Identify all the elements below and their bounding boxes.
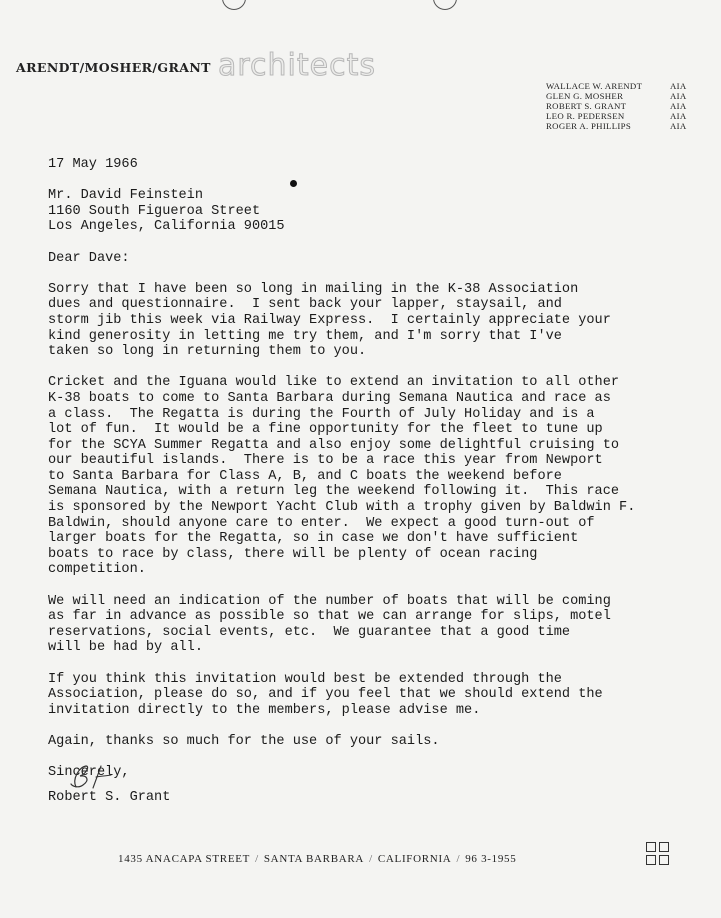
partner-row bbox=[546, 101, 696, 111]
partner-name: ROBERT S. GRANT bbox=[546, 101, 627, 111]
punch-hole-icon bbox=[222, 0, 246, 10]
partner-name: LEO R. PEDERSEN bbox=[546, 111, 625, 121]
footer-separator: / bbox=[255, 853, 259, 865]
partners-list bbox=[546, 81, 696, 131]
paragraph-line: Association, please do so, and if you feel that we should extend the bbox=[48, 687, 603, 703]
paragraph-line: If you think this invitation would best be extended through the bbox=[48, 671, 562, 687]
footer-street: 1435 ANACAPA STREET bbox=[118, 853, 251, 865]
closing: Sincerely, bbox=[48, 765, 130, 781]
partner-name: ROGER A. PHILLIPS bbox=[546, 121, 632, 131]
salutation: Dear Dave: bbox=[48, 250, 130, 266]
paragraph bbox=[48, 594, 713, 656]
letter-body bbox=[48, 157, 713, 781]
partner-row bbox=[546, 91, 696, 101]
logo-square bbox=[659, 855, 669, 865]
footer-address bbox=[118, 853, 516, 865]
paragraph-line: will be had by all. bbox=[48, 640, 203, 656]
logo-square bbox=[659, 842, 669, 852]
paragraph-line: Semana Nautica, with a return leg the weekend following it. This race bbox=[48, 484, 620, 500]
paragraph-line: a class. The Regatta is during the Fourth of July Holiday and is a bbox=[48, 406, 595, 422]
address-line: 1160 South Figueroa Street bbox=[48, 203, 261, 219]
paragraph-line: larger boats for the Regatta, so in case we don't have sufficient bbox=[48, 531, 579, 547]
partner-row bbox=[546, 81, 696, 91]
partner-name: GLEN G. MOSHER bbox=[546, 91, 624, 101]
paragraph-line: K-38 boats to come to Santa Barbara during Semana Nautica and race as bbox=[48, 390, 611, 406]
paragraph-line: taken so long in returning them to you. bbox=[48, 344, 367, 360]
partner-title: AIA bbox=[670, 91, 687, 101]
partner-row bbox=[546, 111, 696, 121]
partner-title: AIA bbox=[670, 121, 687, 131]
footer-phone: 96 3-1955 bbox=[465, 853, 517, 865]
partner-name: WALLACE W. ARENDT bbox=[546, 81, 643, 91]
paragraph-line: invitation directly to the members, please advise me. bbox=[48, 702, 481, 718]
punch-holes bbox=[0, 0, 721, 10]
paragraph-line: to Santa Barbara for Class A, B, and C boats the weekend before bbox=[48, 468, 562, 484]
paragraph-line: Sorry that I have been so long in mailing in the K-38 Association bbox=[48, 281, 579, 297]
logo-square bbox=[646, 842, 656, 852]
firm-logotype: architects bbox=[217, 48, 376, 83]
partner-row bbox=[546, 121, 696, 131]
paragraph-line: We will need an indication of the number of boats that will be coming bbox=[48, 593, 611, 609]
paragraph bbox=[48, 672, 713, 719]
partner-title: AIA bbox=[670, 101, 687, 111]
paragraph-line: for the SCYA Summer Regatta and also enjoy some delightful cruising to bbox=[48, 437, 620, 453]
address-line: Los Angeles, California 90015 bbox=[48, 219, 285, 235]
paragraph-line: boats to race by class, there will be plenty of ocean racing bbox=[48, 546, 538, 562]
paragraph-line: lot of fun. It would be a fine opportunity for the fleet to tune up bbox=[48, 422, 603, 438]
firm-name: ARENDT/MOSHER/GRANT bbox=[16, 60, 211, 75]
paragraph bbox=[48, 375, 713, 578]
paragraph-line: Cricket and the Iguana would like to extend an invitation to all other bbox=[48, 375, 620, 391]
punch-hole-icon bbox=[433, 0, 457, 10]
footer-city: SANTA BARBARA bbox=[263, 853, 365, 865]
partner-title: AIA bbox=[670, 81, 687, 91]
footer-separator: / bbox=[456, 853, 461, 865]
paragraph-line: storm jib this week via Railway Express. I certainly appreciate your bbox=[48, 312, 611, 328]
paragraph-line: as far in advance as possible so that we can arrange for slips, motel bbox=[48, 609, 611, 625]
address-line: Mr. David Feinstein bbox=[48, 188, 203, 204]
paragraph-line: dues and questionnaire. I sent back your lapper, staysail, and bbox=[48, 297, 562, 313]
paragraph-line: Again, thanks so much for the use of your sails. bbox=[48, 733, 440, 749]
logo-square bbox=[646, 855, 656, 865]
handwritten-signature bbox=[62, 760, 132, 792]
footer-separator: / bbox=[369, 853, 373, 865]
signer-name: Robert S. Grant bbox=[48, 790, 171, 805]
paragraph-line: our beautiful islands. There is to be a race this year from Newport bbox=[48, 453, 603, 469]
firm-logo-icon bbox=[646, 842, 670, 866]
letter-date: 17 May 1966 bbox=[48, 157, 138, 172]
partner-title: AIA bbox=[670, 111, 687, 121]
paragraph-line: competition. bbox=[48, 562, 146, 578]
footer-state: CALIFORNIA bbox=[377, 853, 452, 865]
paragraph bbox=[48, 734, 713, 750]
paragraph-line: kind generosity in letting me try them, and I'm sorry that I've bbox=[48, 328, 562, 344]
paragraph bbox=[48, 282, 713, 360]
letterhead bbox=[16, 50, 376, 85]
paragraph-line: Baldwin, should anyone care to enter. We expect a good turn-out of bbox=[48, 515, 595, 531]
paragraph-line: is sponsored by the Newport Yacht Club with a trophy given by Baldwin F. bbox=[48, 500, 636, 516]
recipient-address bbox=[48, 188, 713, 235]
paragraph-line: reservations, social events, etc. We guarantee that a good time bbox=[48, 624, 571, 640]
